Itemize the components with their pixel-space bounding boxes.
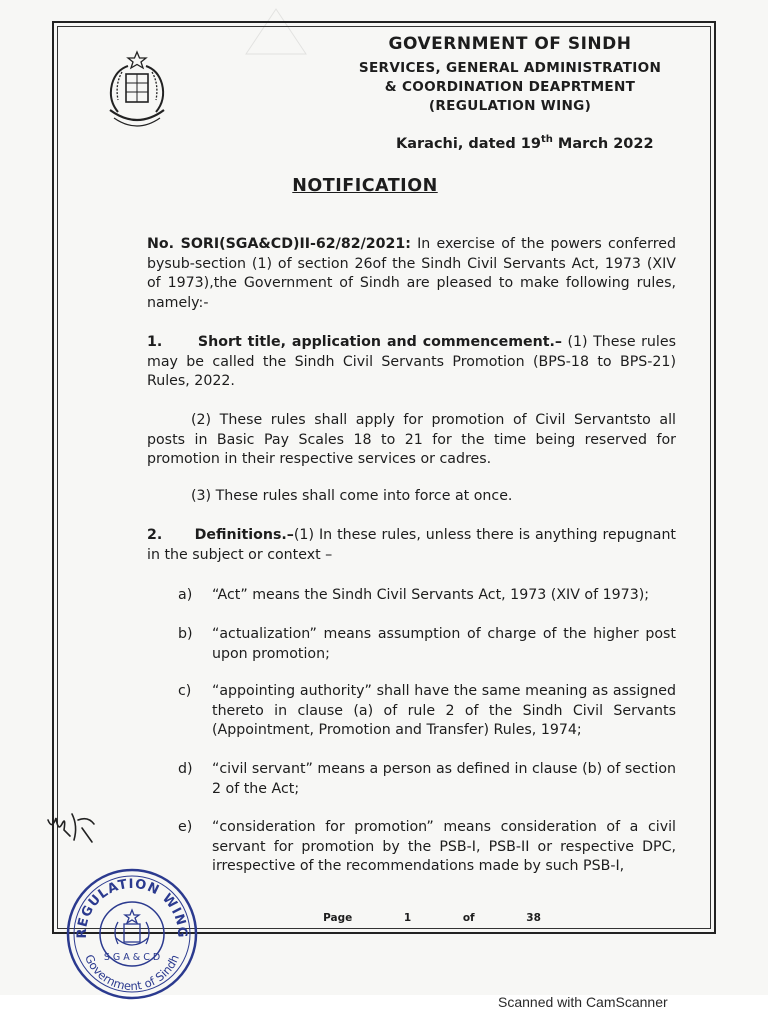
definition-text: “consideration for promotion” means consideration of a civil servant for promotion by the PSB-I, PSB-II or respective DPC, irrespective of the recommendations made by such PSB-I, <box>212 819 676 874</box>
definition-text: “Act” means the Sindh Civil Servants Act, 1973 (XIV of 1973); <box>212 587 650 603</box>
page-prefix: Page <box>323 912 356 924</box>
rule-1-paragraph <box>147 333 676 392</box>
stamp-bottom-text: Government of Sindh <box>81 952 182 994</box>
definition-text: “civil servant” means a person as defined in clause (b) of section 2 of the Act; <box>212 761 676 797</box>
date-line <box>396 134 654 152</box>
date-rest: March 2022 <box>552 135 654 152</box>
letterhead <box>320 34 700 116</box>
page-total: 38 <box>526 912 541 924</box>
definition-label: a) <box>178 587 193 603</box>
sindh-emblem-icon <box>98 50 176 132</box>
rule-1-text: (1) These rules may be called the Sindh Civil Servants Promotion (BPS-18 to BPS-21) Rules, 2022. <box>147 334 676 389</box>
rule-2-text: (1) In these rules, unless there is anything repugnant in the subject or context – <box>147 527 676 563</box>
notification-heading-row <box>0 176 768 196</box>
intro-paragraph <box>147 235 676 313</box>
intro-text: In exercise of the powers conferred bysub-section (1) of section 26of the Sindh Civil Servants Act, 1973 (XIV of 1973),the Government of Sindh are pleased to make following rules, namely:- <box>147 236 676 311</box>
camscanner-watermark: Scanned with CamScanner <box>498 994 668 1010</box>
svg-text:REGULATION WING <box>75 877 189 939</box>
definition-text: “actualization” means assumption of charge of the higher post upon promotion; <box>212 626 676 662</box>
handwritten-initials-icon <box>44 806 98 850</box>
notification-number: No. SORI(SGA&CD)II-62/82/2021: <box>147 236 411 252</box>
government-title: GOVERNMENT OF SINDH <box>388 34 632 54</box>
regulation-wing-stamp <box>64 866 200 1002</box>
department-line-2: & COORDINATION DEAPRTMENT <box>384 79 636 95</box>
department-line-1: SERVICES, GENERAL ADMINISTRATION <box>358 60 662 76</box>
definition-label: c) <box>178 683 192 699</box>
definition-label: e) <box>178 819 193 835</box>
rule-2-heading: 2. Definitions.– <box>147 527 294 543</box>
wing-name: (REGULATION WING) <box>428 98 592 114</box>
stamp-middle-text: S G A & C D <box>103 952 161 963</box>
rule-2-paragraph <box>147 526 676 565</box>
definition-label: b) <box>178 626 193 642</box>
definition-label: d) <box>178 761 193 777</box>
stamp-top-text: REGULATION WING <box>74 876 190 939</box>
date-prefix: Karachi, dated 19 <box>396 135 541 152</box>
rule-1-heading: 1. Short title, application and commencement.– <box>147 334 562 350</box>
notification-title: NOTIFICATION <box>292 176 438 196</box>
page-of: of <box>459 912 479 924</box>
rule-1-sub-3: (3) These rules shall come into force at once. <box>191 488 513 504</box>
definition-text: “appointing authority” shall have the same meaning as assigned thereto in clause (a) of rule 2 of the Sindh Civil Servants (Appointment, Promotion and Transfer) Rules, 1974; <box>212 683 676 738</box>
page-current: 1 <box>403 912 412 924</box>
rule-1-sub-2: (2) These rules shall apply for promotion of Civil Servantsto all posts in Basic Pay Scales 18 to 21 for the time being reserved for promotion in their respective services or cadres. <box>147 412 676 467</box>
date-suffix: th <box>540 134 553 145</box>
